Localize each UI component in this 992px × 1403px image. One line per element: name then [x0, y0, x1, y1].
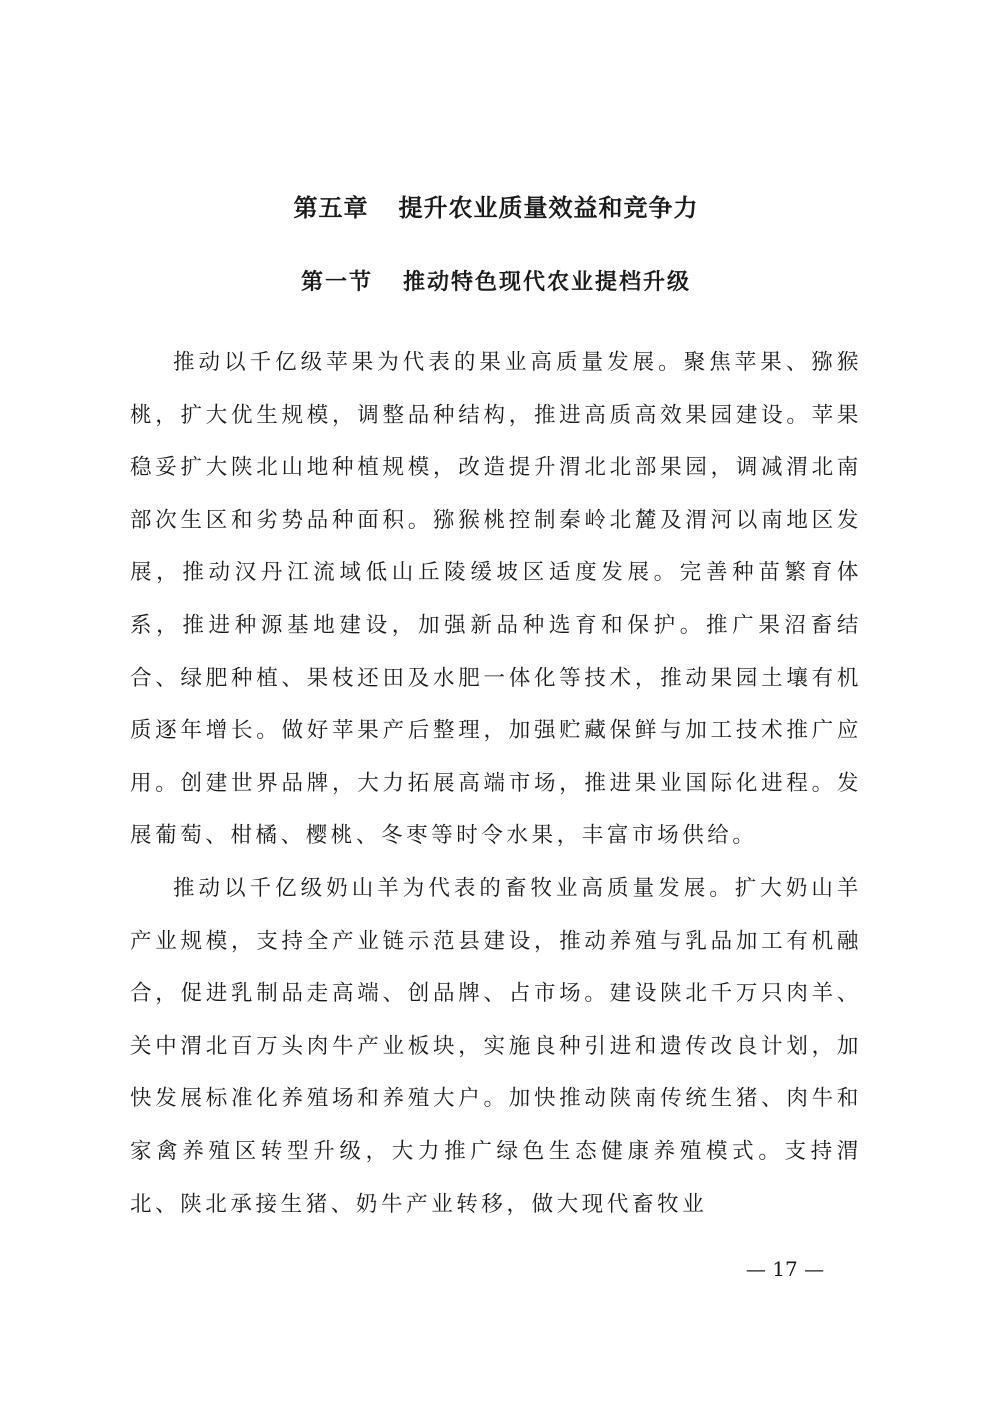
page-number: — 17 — [745, 1257, 825, 1281]
body-text [130, 337, 862, 1231]
section-number: 第一节 [300, 269, 373, 295]
chapter-number: 第五章 [293, 193, 369, 222]
chapter-title: 提升农业质量效益和竞争力 [398, 193, 699, 222]
paragraph-fruit-industry: 推动以千亿级苹果为代表的果业高质量发展。聚焦苹果、猕猴桃，扩大优生规模，调整品种结构，推进高质高效果园建设。苹果稳妥扩大陕北山地种植规模，改造提升渭北北部果园，调减渭北南部次生区和劣势品种面积。猕猴桃控制秦岭北麓及渭河以南地区发展，推动汉丹江流域低山丘陵缓坡区适度发展。完善种苗繁育体系，推进种源基地建设，加强新品种选育和保护。推广果沼畜结合、绿肥种植、果枝还田及水肥一体化等技术，推动果园土壤有机质逐年增长。做好苹果产后整理，加强贮藏保鲜与加工技术推广应用。创建世界品牌，大力拓展高端市场，推进果业国际化进程。发展葡萄、柑橘、樱桃、冬枣等时令水果，丰富市场供给。 [130, 350, 862, 849]
section-heading [0, 262, 992, 302]
paragraph-livestock-industry: 推动以千亿级奶山羊为代表的畜牧业高质量发展。扩大奶山羊产业规模，支持全产业链示范县建设，推动养殖与乳品加工有机融合，促进乳制品走高端、创品牌、占市场。建设陕北千万只肉羊、关中渭北百万头肉牛产业板块，实施良种引进和遗传改良计划，加快发展标准化养殖场和养殖大户。加快推动陕南传统生猪、肉牛和家禽养殖区转型升级，大力推广绿色生态健康养殖模式。支持渭北、陕北承接生猪、奶牛产业转移，做大现代畜牧业 [130, 875, 862, 1217]
section-title: 推动特色现代农业提档升级 [403, 269, 692, 295]
chapter-heading [0, 188, 992, 228]
